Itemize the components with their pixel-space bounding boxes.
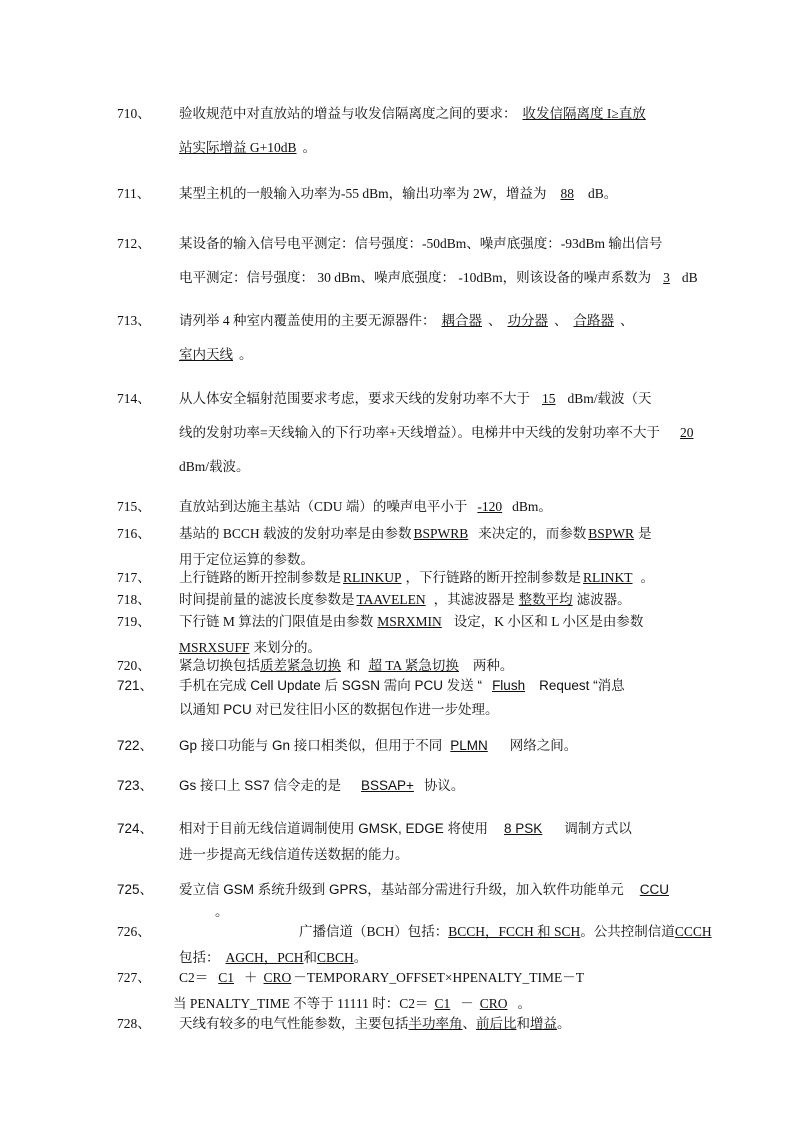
answer-blank: CBCH [317, 950, 354, 965]
question-726 [117, 920, 712, 966]
answer-blank: PLMN [450, 738, 488, 753]
question-text: 调制方式以 [564, 821, 632, 836]
answer-blank: AGCH，PCH [225, 950, 304, 965]
question-723 [117, 774, 690, 794]
question-number: 711、 [117, 186, 151, 201]
question-number: 716、 [117, 526, 151, 541]
question-714 [117, 387, 694, 475]
answer-blank: 增益 [530, 1016, 557, 1031]
question-text: － [460, 996, 474, 1011]
question-number: 728、 [117, 1016, 151, 1031]
answer-blank: BCCH，FCCH 和 SCH [448, 924, 581, 939]
question-text: ，其滤波器是 [433, 592, 515, 607]
question-text: ＋ [244, 970, 258, 985]
answer-blank: -120 [477, 499, 503, 514]
question-text: 某设备的输入信号电平测定：信号强度：-50dBm、噪声底强度：-93dBm 输出信号 [179, 236, 663, 251]
answer-blank: 3 [663, 270, 670, 285]
question-number: 714、 [117, 391, 151, 406]
question-text: 某型主机的一般输入功率为-55 dBm，输出功率为 2W，增益为 [179, 186, 547, 201]
question-text: 爱立信 GSM 系统升级到 GPRS，基站部分需进行升级，加入软件功能单元 [179, 882, 624, 897]
question-717 [117, 566, 690, 586]
question-number: 727、 [117, 970, 151, 985]
question-text: 基站的 BCCH 载波的发射功率是由参数 [179, 526, 412, 541]
answer-blank: BSPWRB [413, 526, 469, 541]
question-text: 电平测定：信号强度： 30 dBm、噪声底强度： -10dBm，则该设备的噪声系数为 [179, 270, 652, 285]
question-text: 广播信道（BCH）包括： [299, 924, 449, 939]
question-number: 724、 [117, 821, 154, 836]
question-text: 。 [557, 1016, 571, 1031]
answer-blank: 整数平均 [518, 592, 573, 607]
answer-blank: CCCH [674, 924, 712, 939]
question-text: dB [681, 270, 698, 285]
question-text: 手机在完成 Cell Update 后 SGSN 需向 PCU 发送 “ [179, 678, 483, 693]
answer-blank: MSRXSUFF [179, 640, 250, 655]
answer-blank: 合路器 [573, 313, 614, 328]
question-text: 。 [517, 996, 532, 1011]
question-text: 请列举 4 种室内覆盖使用的主要无源器件： [179, 313, 436, 328]
question-713: 713、 请列举 4 种室内覆盖使用的主要无源器件： 耦合器 、 功分器 、 合路器 、 室内天线 。 [117, 309, 690, 363]
question-number: 712、 [117, 236, 151, 251]
question-number: 715、 [117, 499, 151, 514]
question-718 [117, 588, 690, 608]
question-text: 当 PENALTY_TIME 不等于 11111 时：C2＝ [173, 996, 429, 1011]
answer-blank: 88 [560, 186, 574, 201]
question-text: 紧急切换包括 [179, 658, 260, 673]
answer-blank: 耦合器 [441, 313, 482, 328]
question-text: ，下行链路的断开控制参数是 [405, 570, 582, 585]
question-text: 来划分的。 [253, 640, 322, 655]
question-text: dB。 [588, 186, 618, 201]
answer-blank: 室内天线 [179, 347, 233, 362]
answer-blank: 前后比 [476, 1016, 517, 1031]
question-728 [117, 1012, 690, 1032]
question-text: 上行链路的断开控制参数是 [179, 570, 341, 585]
question-711 [117, 182, 690, 202]
question-number: 726、 [117, 924, 151, 939]
question-text: 和 [516, 1016, 530, 1031]
question-number: 720、 [117, 658, 151, 673]
question-720 [117, 654, 690, 674]
question-text: 。 [215, 904, 229, 919]
question-text: 。公共控制信道 [580, 924, 675, 939]
question-text: 来决定的，而参数 [478, 526, 587, 541]
answer-blank: RLINKT [583, 570, 633, 585]
question-text: 。 [640, 570, 655, 585]
question-text: 网络之间。 [509, 738, 578, 753]
question-number: 710、 [117, 106, 151, 121]
answer-blank: 8 PSK [504, 821, 543, 836]
question-number: 725、 [117, 882, 154, 897]
question-text: 和 [347, 658, 361, 673]
answer-blank: C1 [218, 970, 235, 985]
question-727 [117, 966, 690, 1012]
question-text: Gs 接口上 SS7 信令走的是 [179, 778, 342, 793]
question-text: －TEMPORARY_OFFSET×HPENALTY_TIME－T [293, 970, 584, 985]
question-text: 。 [239, 347, 253, 362]
question-text: 。 [353, 950, 368, 965]
question-text: 是 [638, 526, 652, 541]
question-721 [117, 674, 690, 718]
answer-blank: 功分器 [507, 313, 548, 328]
question-text: 直放站到达施主基站（CDU 端）的噪声电平小于 [179, 499, 468, 514]
question-text: dBm。 [512, 499, 552, 514]
answer-blank: 半功率角 [408, 1016, 463, 1031]
answer-blank: 超 TA 紧急切换 [368, 658, 459, 673]
answer-blank: 收发信隔离度 I≥直放 [522, 106, 646, 121]
question-722 [117, 734, 690, 754]
question-716 [117, 522, 690, 568]
question-text: C2＝ [179, 970, 209, 985]
question-text: 、 [462, 1016, 476, 1031]
answer-blank: BSPWR [588, 526, 635, 541]
question-text: 从人体安全辐射范围要求考虑，要求天线的发射功率不大于 [179, 391, 530, 406]
answer-blank: RLINKUP [343, 570, 402, 585]
answer-blank: Flush [492, 678, 526, 693]
question-715 [117, 495, 690, 515]
answer-blank: TAAVELEN [356, 592, 426, 607]
question-number: 718、 [117, 592, 151, 607]
question-text: 滤波器。 [576, 592, 631, 607]
answer-blank: C1 [434, 996, 451, 1011]
question-text: Gp 接口功能与 Gn 接口相类似，但用于不同 [179, 738, 443, 753]
question-text: 时间提前量的滤波长度参数是 [179, 592, 355, 607]
question-number: 717、 [117, 570, 151, 585]
question-text: 。 [302, 140, 316, 155]
question-text: dBm/载波（天 [567, 391, 652, 406]
question-710 [117, 102, 690, 156]
answer-blank: CRO [263, 970, 292, 985]
question-text: 线的发射功率=天线输入的下行功率+天线增益）。电梯井中天线的发射功率不大于 [179, 425, 660, 440]
answer-blank: 站实际增益 G+10dB [179, 140, 297, 155]
question-text: 和 [303, 950, 318, 965]
answer-blank: 质差紧急切换 [260, 658, 341, 673]
answer-blank: 20 [679, 425, 694, 440]
answer-blank: MSRXMIN [377, 614, 442, 629]
question-number: 723、 [117, 778, 154, 793]
question-text: 设定，K 小区和 L 小区是由参数 [453, 614, 644, 629]
question-text: 用于定位运算的参数。 [179, 552, 314, 567]
question-number: 722、 [117, 738, 154, 753]
question-text: 相对于目前无线信道调制使用 GMSK, EDGE 将使用 [179, 821, 489, 836]
question-number: 713、 [117, 313, 151, 328]
question-number: 719、 [117, 614, 151, 629]
question-text: Request “消息 [539, 678, 625, 693]
question-725 [117, 878, 690, 920]
answer-blank: CRO [479, 996, 508, 1011]
question-text: 天线有较多的电气性能参数，主要包括 [179, 1016, 409, 1031]
question-text: 验收规范中对直放站的增益与收发信隔离度之间的要求： [179, 106, 517, 121]
answer-blank: BSSAP+ [361, 778, 414, 793]
question-724 [117, 817, 690, 863]
question-719 [117, 610, 690, 656]
question-text: 下行链 M 算法的门限值是由参数 [179, 614, 374, 629]
answer-blank-continuation [179, 904, 215, 919]
question-text: 协议。 [423, 778, 465, 793]
answer-blank: CCU [639, 882, 670, 897]
question-number: 721、 [117, 678, 154, 693]
question-text: dBm/载波。 [179, 459, 250, 474]
question-712 [117, 232, 698, 286]
question-text: 包括： [179, 950, 220, 965]
question-text: 以通知 PCU 对已发往旧小区的数据包作进一步处理。 [179, 702, 499, 717]
question-text: 进一步提高无线信道传送数据的能力。 [179, 847, 409, 862]
answer-blank: 15 [542, 391, 556, 406]
question-text: 两种。 [472, 658, 514, 673]
